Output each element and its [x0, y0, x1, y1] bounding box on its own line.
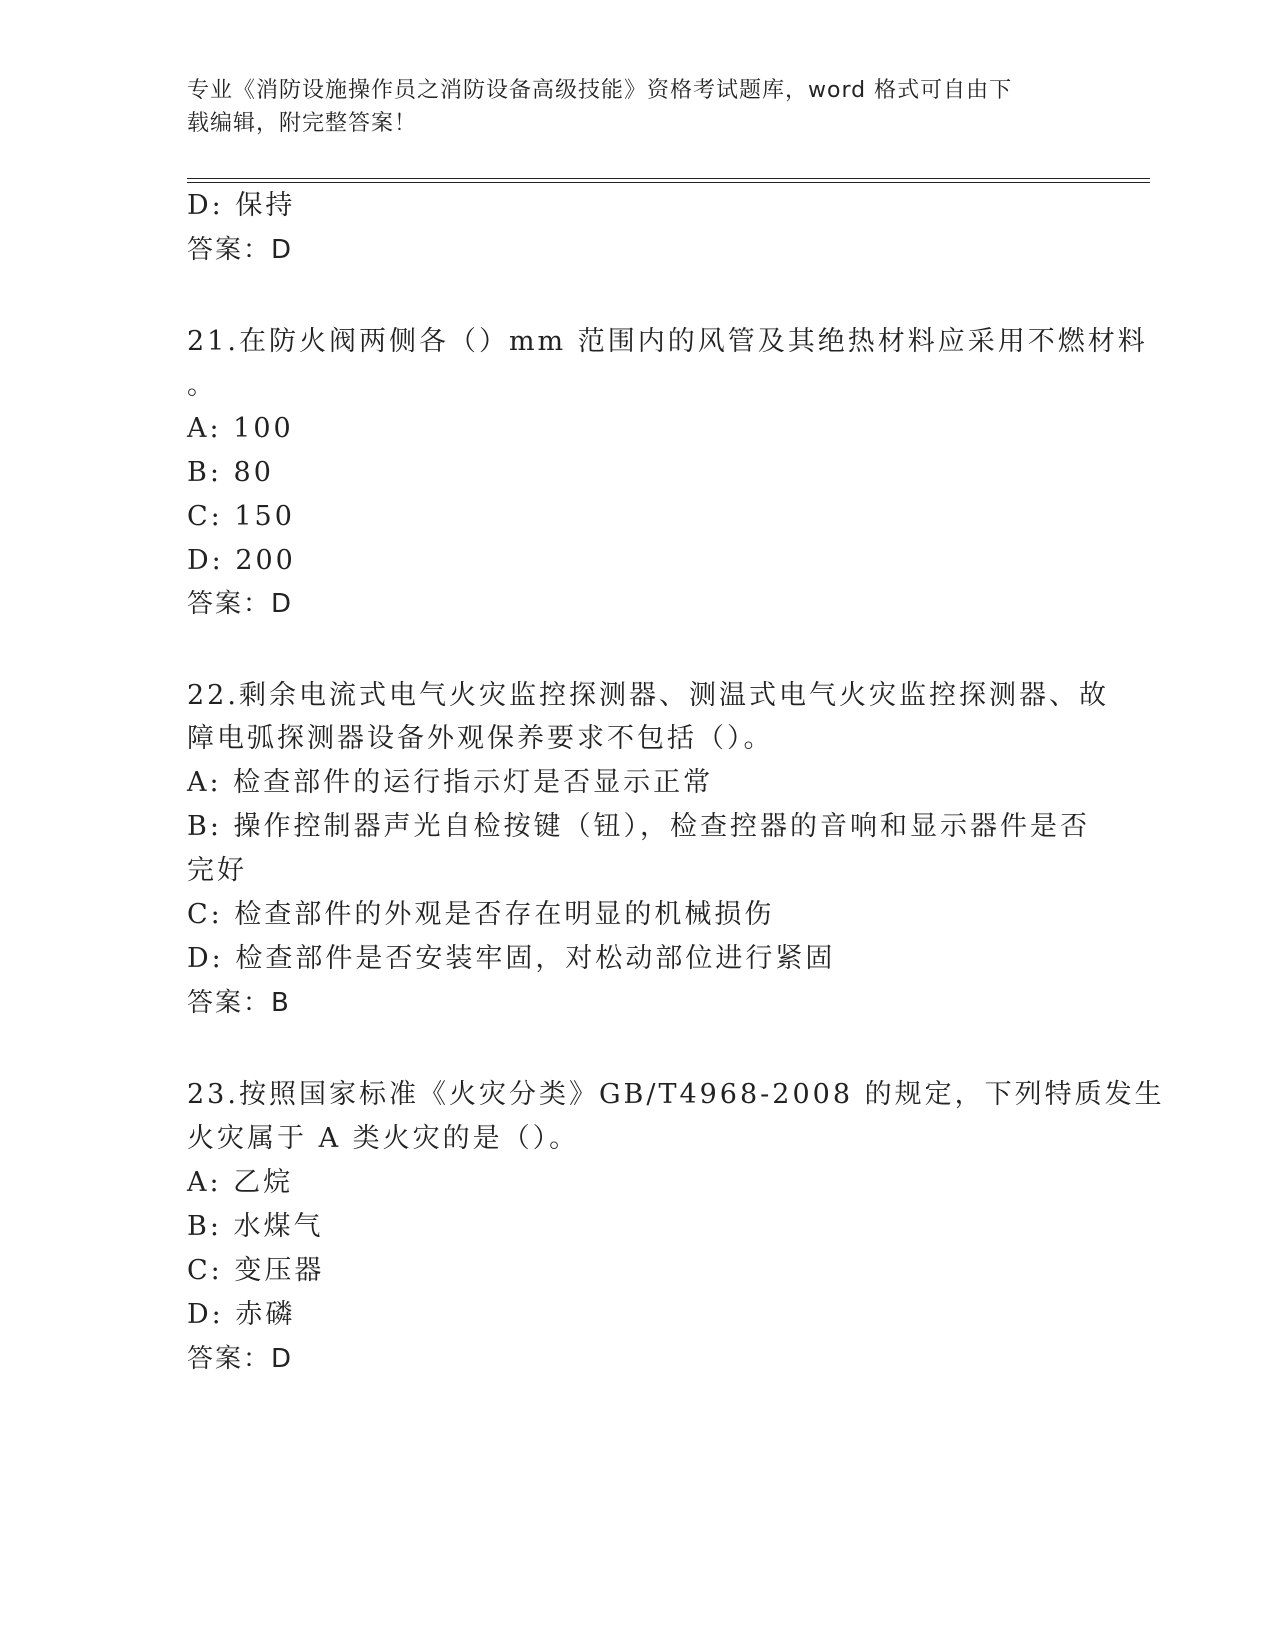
q21-answer: 答案：D — [187, 589, 294, 619]
q23-option-b: B: 水煤气 — [187, 1211, 324, 1242]
q21-option-c: C: 150 — [187, 501, 295, 532]
q23-option-d: D: 赤磷 — [187, 1299, 296, 1330]
q22-stem-line-2: 障电弧探测器设备外观保养要求不包括（）。 — [187, 723, 774, 754]
prev-option-d: D: 保持 — [187, 190, 296, 221]
header-line-2: 载编辑，附完整答案！ — [187, 111, 418, 136]
prev-answer: 答案：D — [187, 235, 294, 265]
q21-stem-line-2: 。 — [187, 370, 217, 401]
q23-option-c: C: 变压器 — [187, 1255, 325, 1286]
page-header — [187, 74, 1067, 140]
q21-stem-line-1: 21.在防火阀两侧各（）mm 范围内的风管及其绝热材料应采用不燃材料 — [187, 326, 1148, 357]
q23-stem-line-2: 火灾属于 A 类火灾的是（）。 — [187, 1123, 580, 1154]
q22-option-b-line-1: B: 操作控制器声光自检按键（钮），检查控器的音响和显示器件是否 — [187, 811, 1091, 842]
q22-option-b-line-2: 完好 — [187, 855, 247, 886]
q23-answer: 答案：D — [187, 1344, 294, 1374]
q22-answer: 答案：B — [187, 988, 291, 1018]
q22-stem-line-1: 22.剩余电流式电气火灾监控探测器、测温式电气火灾监控探测器、故 — [187, 680, 1109, 711]
header-rule-top — [187, 178, 1150, 179]
q22-option-a: A: 检查部件的运行指示灯是否显示正常 — [187, 767, 714, 798]
q23-option-a: A: 乙烷 — [187, 1167, 294, 1198]
q22-option-d: D: 检查部件是否安装牢固，对松动部位进行紧固 — [187, 943, 836, 974]
header-line-1: 专业《消防设施操作员之消防设备高级技能》资格考试题库，word 格式可自由下 — [187, 78, 1013, 103]
q21-option-a: A: 100 — [187, 413, 294, 444]
header-rule-bottom — [187, 182, 1150, 183]
q23-stem-line-1: 23.按照国家标准《火灾分类》GB/T4968-2008 的规定，下列特质发生 — [187, 1079, 1165, 1110]
q22-option-c: C: 检查部件的外观是否存在明显的机械损伤 — [187, 899, 775, 930]
q21-option-d: D: 200 — [187, 545, 296, 576]
q21-option-b: B: 80 — [187, 457, 274, 488]
